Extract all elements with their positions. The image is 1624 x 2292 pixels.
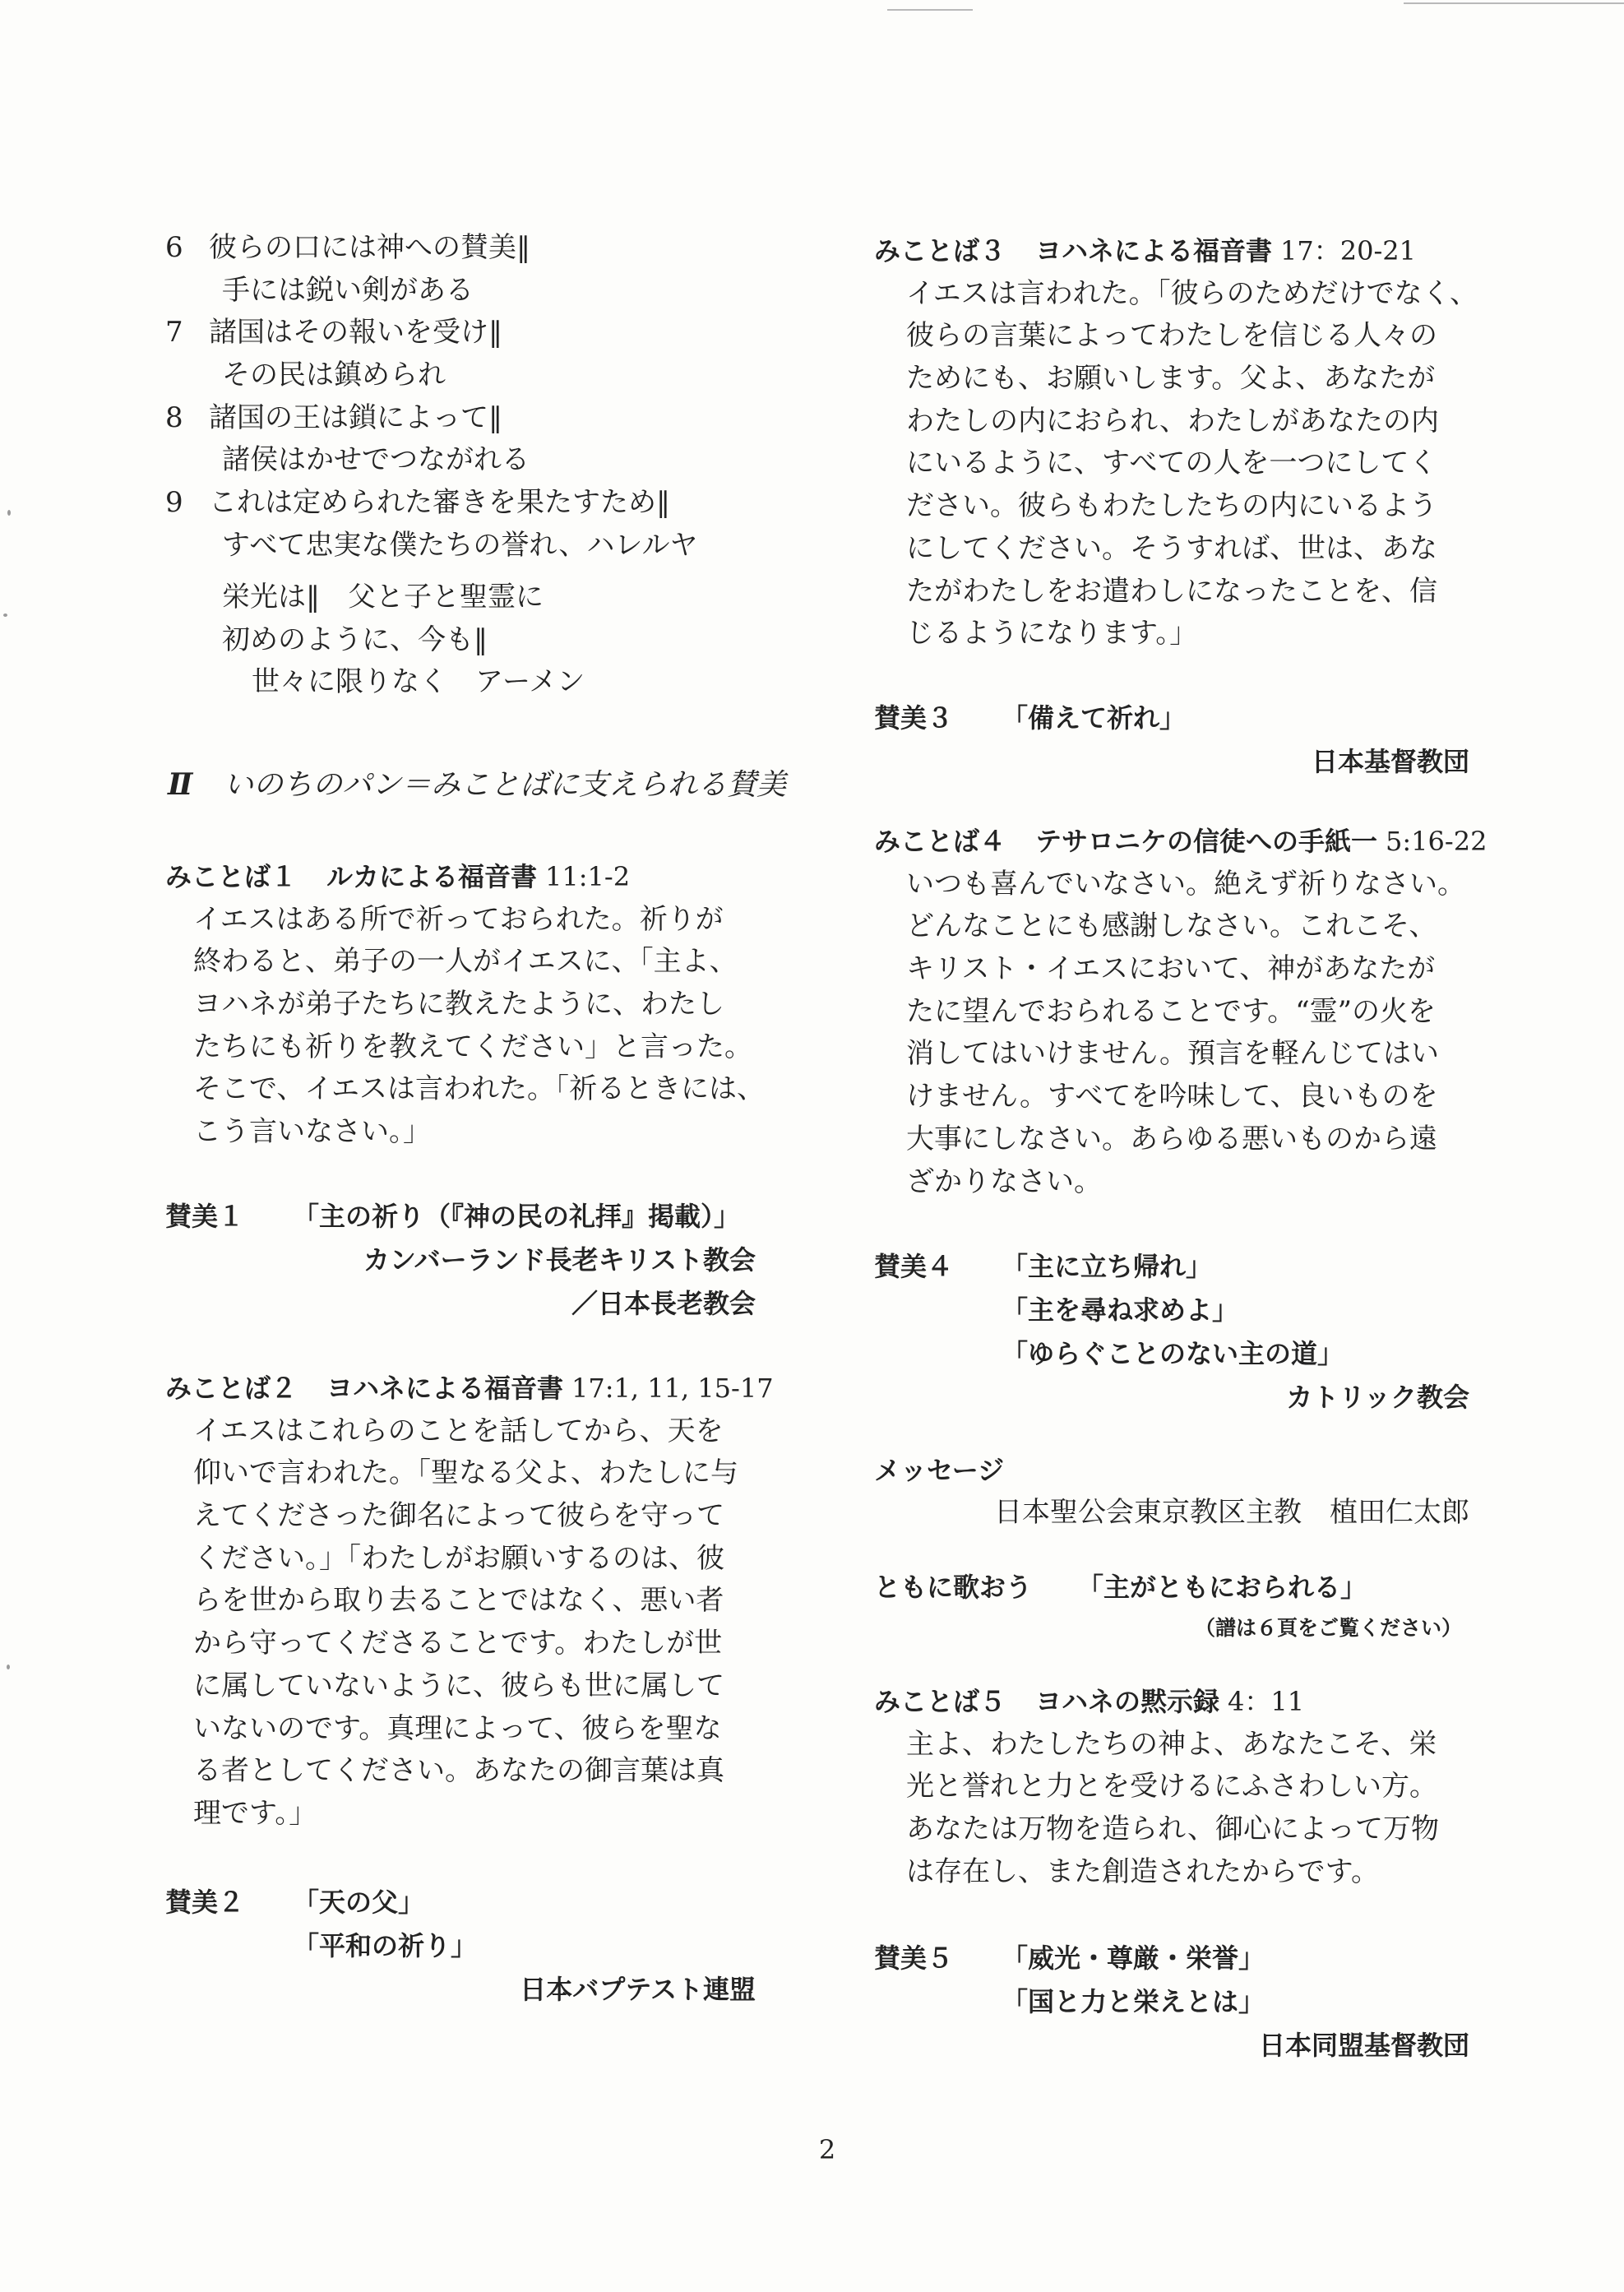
verse-continuation: すべて忠実な僕たちの誉れ、ハレルヤ (222, 528, 698, 562)
hymn-3 (874, 697, 1469, 784)
reading-book: テサロニケの信徒への手紙一 (1035, 826, 1378, 857)
hymn-church: 日本バプテスト連盟 (520, 1974, 756, 2005)
reading-line: 仰いで言われた。「聖なる父よ、わたしに与 (193, 1456, 738, 1490)
reading-line: る者としてください。あなたの御言葉は真 (193, 1754, 724, 1788)
scan-artifact-dot (3, 614, 7, 617)
hymn-title: 「国と力と栄えとは」 (1002, 1986, 1265, 2017)
reading-heading (874, 230, 1478, 273)
reading-book: ルカによる福音書 (326, 861, 538, 892)
reading-book: ヨハネの黙示録 (1035, 1686, 1220, 1717)
reading-line: けません。すべてを吟味して、良いものを (906, 1080, 1438, 1114)
verse-continuation: 手には鋭い剣がある (222, 273, 474, 307)
psalm-verse (165, 397, 698, 482)
verse-number: 7 (165, 316, 183, 350)
reading-text (165, 1410, 774, 1836)
reading-line: ざかりなさい。 (906, 1165, 1102, 1198)
reading-line: 光と誉れと力とを受けるにふさわしい方。 (906, 1770, 1437, 1804)
message-label: メッセージ (874, 1455, 1005, 1486)
psalm-verse (165, 227, 698, 312)
reading-line: そこで、イエスは言われた。「祈るときには、 (193, 1072, 765, 1106)
reading-label: みことば１ (165, 861, 298, 892)
verse-number: 8 (165, 401, 183, 434)
reading-book: ヨハネによる福音書 (1035, 235, 1273, 266)
psalm-verse (165, 482, 698, 567)
scan-artifact-line (1404, 2, 1624, 4)
hymn-label: 賛美４ (874, 1251, 954, 1282)
reading-4 (874, 821, 1487, 1203)
hymn-title-line (874, 1937, 1469, 1980)
reading-1 (165, 856, 765, 1154)
message-speaker: 日本聖公会東京教区主教 植田仁太郎 (994, 1495, 1469, 1529)
reading-reference: 5:16-22 (1386, 826, 1488, 857)
hymn-church: ／日本長老教会 (571, 1288, 756, 1319)
reading-text (165, 899, 765, 1154)
reading-reference: 4：11 (1228, 1686, 1305, 1717)
reading-line: ヨハネが弟子たちに教えたように、わたし (193, 988, 724, 1021)
verse-line (165, 482, 698, 525)
verse-text: 諸国の王は鎖によって‖ (209, 401, 502, 434)
reading-heading (165, 856, 765, 899)
reading-line: イエスは言われた。「彼らのためだけでなく、 (906, 276, 1478, 310)
hymn-church: カトリック教会 (1286, 1382, 1469, 1413)
sing-together-label: ともに歌おう (874, 1572, 1033, 1603)
sing-together (874, 1567, 1462, 1647)
reading-line: から守ってくださることです。わたしが世 (193, 1627, 723, 1660)
reading-line: 消してはいけません。預言を軽んじてはい (906, 1037, 1440, 1071)
hymn-church: 日本同盟基督教団 (1258, 2030, 1469, 2061)
reading-heading (165, 1368, 774, 1410)
reading-line: あなたは万物を造られ、御心によって万物 (906, 1813, 1440, 1846)
hymn-title-line (165, 1195, 756, 1239)
hymn-title: 「威光・尊厳・栄誉」 (1002, 1942, 1265, 1974)
hymn-5 (874, 1937, 1469, 2067)
gloria-line: 初めのように、今も‖ (222, 623, 488, 656)
hymn-label: 賛美２ (165, 1887, 245, 1918)
reading-label: みことば４ (874, 826, 1006, 857)
reading-line: いないのです。真理によって、彼らを聖な (193, 1711, 722, 1745)
reading-line: こう言いなさい。」 (193, 1115, 431, 1149)
hymn-title: 「天の父」 (293, 1887, 425, 1918)
page-number: 2 (818, 2134, 836, 2165)
reading-line: いつも喜んでいなさい。絶えず祈りなさい。 (906, 867, 1465, 901)
hymn-title: 「ゆらぐことのない主の道」 (1002, 1338, 1344, 1369)
gloria-patri (222, 576, 585, 704)
reading-line: 彼らの言葉によってわたしを信じる人々の (906, 319, 1437, 353)
reading-line: ためにも、お願いします。父よ、あなたが (906, 362, 1436, 396)
reading-line: は存在し、また創造されたからです。 (906, 1854, 1379, 1888)
verse-number: 6 (165, 231, 183, 264)
scan-artifact-dot (7, 510, 11, 516)
hymn-title-line (874, 697, 1469, 740)
reading-line: たがわたしをお遣わしになったことを、信 (906, 574, 1437, 608)
hymn-title-line (165, 1881, 756, 1924)
reading-reference: 17:1, 11, 15-17 (571, 1373, 774, 1404)
reading-label: みことば３ (874, 235, 1006, 266)
section-heading-line (168, 764, 786, 807)
reading-line: たに望んでおられることです。“霊”の火を (906, 994, 1437, 1028)
reading-5 (874, 1681, 1439, 1893)
reading-line: ください。」「わたしがお願いするのは、彼 (193, 1541, 724, 1575)
verse-continuation: その民は鎮められ (222, 359, 446, 392)
section-numeral: Ⅱ (168, 767, 193, 802)
reading-line: 終わると、弟子の一人がイエスに、「主よ、 (193, 945, 738, 979)
section-title: いのちのパン＝みことばに支えられる賛美 (224, 768, 787, 802)
verse-text: 彼らの口には神への賛美‖ (209, 231, 530, 264)
message (874, 1450, 1469, 1533)
reading-line: 大事にしなさい。あらゆる悪いものから遠 (906, 1122, 1437, 1155)
verse-continuation: 諸侯はかせでつながれる (222, 443, 530, 477)
reading-heading (874, 821, 1487, 864)
psalm-verse (165, 312, 698, 396)
hymn-4 (874, 1245, 1469, 1419)
reading-line: にしてください。そうすれば、世は、あな (906, 531, 1437, 565)
hymn-label: 賛美３ (874, 702, 954, 734)
reading-line: わたしの内におられ、わたしがあなたの内 (906, 404, 1440, 438)
reading-line: らを世から取り去ることではなく、悪い者 (193, 1584, 724, 1618)
psalm-verses (165, 227, 698, 567)
hymn-2 (165, 1881, 756, 2012)
hymn-label: 賛美１ (165, 1201, 245, 1232)
reading-heading (874, 1681, 1439, 1724)
hymn-title-line (874, 1245, 1469, 1289)
reading-line: イエスはある所で祈っておられた。祈りが (193, 902, 724, 936)
score-note: （譜は６頁をご覧ください） (1194, 1615, 1462, 1640)
verse-text: 諸国はその報いを受け‖ (209, 316, 502, 350)
reading-reference: 17：20-21 (1280, 235, 1417, 266)
reading-3 (874, 230, 1478, 655)
reading-line: 理です。」 (193, 1796, 317, 1830)
reading-reference: 11:1-2 (545, 861, 631, 892)
hymn-title: 「平和の祈り」 (293, 1930, 478, 1961)
reading-line: 主よ、わたしたちの神よ、あなたこそ、栄 (906, 1727, 1437, 1761)
reading-line: どんなことにも感謝しなさい。これこそ、 (906, 910, 1437, 943)
verse-line (165, 227, 698, 270)
reading-text (874, 864, 1487, 1204)
sing-together-title: 「主がともにおられる」 (1077, 1572, 1367, 1603)
hymn-title: 「備えて祈れ」 (1002, 702, 1187, 734)
reading-line: たちにも祈りを教えてください」と言った。 (193, 1030, 752, 1063)
scan-artifact-dot (7, 1665, 10, 1669)
reading-line: じるようになります。」 (906, 617, 1198, 651)
reading-text (874, 273, 1478, 655)
hymn-1 (165, 1195, 756, 1326)
reading-line: に属していないように、彼らも世に属して (193, 1669, 724, 1702)
reading-line: キリスト・イエスにおいて、神があなたが (906, 952, 1436, 986)
reading-label: みことば２ (165, 1373, 298, 1404)
reading-line: ださい。彼らもわたしたちの内にいるよう (906, 489, 1437, 523)
reading-line: にいるように、すべての人を一つにしてく (906, 447, 1437, 480)
verse-line (165, 312, 698, 354)
sing-together-line (874, 1567, 1462, 1609)
reading-book: ヨハネによる福音書 (326, 1373, 564, 1404)
hymn-label: 賛美５ (874, 1942, 954, 1974)
reading-line: えてくださった御名によって彼らを守って (193, 1499, 724, 1533)
verse-line (165, 397, 698, 440)
hymn-church: カンバーランド長老キリスト教会 (363, 1244, 756, 1276)
reading-line: イエスはこれらのことを話してから、天を (193, 1414, 724, 1447)
hymn-church: 日本基督教団 (1311, 746, 1469, 777)
gloria-line: 世々に限りなく アーメン (252, 665, 585, 699)
reading-text (874, 1724, 1439, 1894)
verse-number: 9 (165, 486, 183, 520)
scan-artifact-line (887, 9, 973, 11)
hymn-title: 「主に立ち帰れ」 (1002, 1251, 1213, 1282)
reading-2 (165, 1368, 774, 1836)
section-heading (168, 764, 786, 807)
gloria-line: 栄光は‖ 父と子と聖霊に (222, 581, 544, 614)
hymn-title: 「主を尋ね求めよ」 (1002, 1294, 1239, 1326)
hymn-title: 「主の祈り（『神の民の礼拝』掲載）」 (293, 1201, 741, 1232)
reading-label: みことば５ (874, 1686, 1006, 1717)
verse-text: これは定められた審きを果たすため‖ (209, 486, 670, 520)
